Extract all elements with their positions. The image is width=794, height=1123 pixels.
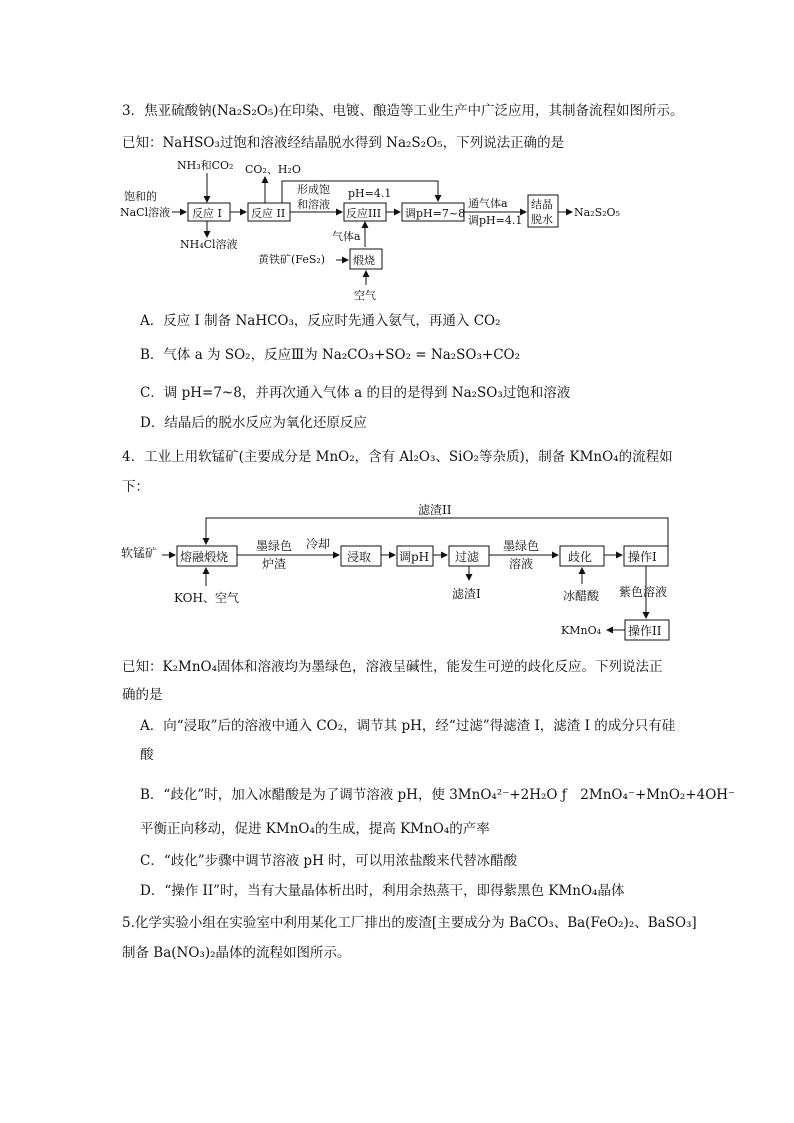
q4-box6-label: 操作I — [628, 550, 657, 564]
q4-known-line1: 已知：K₂MnO₄固体和溶液均为墨绿色，溶液呈碱性，能发生可逆的歧化反应。下列说法正 — [122, 659, 663, 675]
q4-acid: 冰醋酸 — [563, 589, 600, 603]
q4-option-c: C．“歧化”步骤中调节溶液 pH 时，可以用浓盐酸来代替冰醋酸 — [140, 853, 518, 869]
q4-option-b-line1: B．“歧化”时，加入冰醋酸是为了调节溶液 pH，使 3MnO₄²⁻+2H₂O ƒ 2MnO₄⁻+MnO₂+4OH⁻ — [140, 787, 736, 803]
q4-option-a-line1: A．向“浸取”后的溶液中通入 CO₂，调节其 pH，经“过滤”得滤渣 I，滤渣 I 的成分只有硅 — [140, 718, 676, 734]
q4-cool: 冷却 — [306, 537, 331, 551]
q3-reactant1: NH₃和CO₂ — [177, 159, 234, 172]
q3-gas-a: 气体a — [332, 230, 361, 243]
q3-ore: 黄铁矿(FeS₂) — [258, 253, 326, 266]
q3-box5-line1: 结晶 — [531, 198, 553, 211]
q4-mid1-line1: 墨绿色 — [256, 539, 293, 553]
q4-box2-label: 浸取 — [347, 550, 372, 564]
q4-known-line2: 确的是 — [122, 687, 163, 703]
q4-loop-label: 滤渣II — [418, 503, 452, 517]
q3-option-a: A．反应 I 制备 NaHCO₃，反应时先通入氨气，再通入 CO₂ — [140, 313, 501, 329]
q3-stem: 3．焦亚硫酸钠(Na₂S₂O₅)在印染、电镀、酿造等工业生产中广泛应用，其制备流程如图所示。 — [122, 103, 684, 119]
q4-option-d: D．“操作 II”时，当有大量晶体析出时，利用余热蒸干，即得紫黑色 KMnO₄晶体 — [140, 883, 625, 899]
q3-ph-top: pH=4.1 — [348, 187, 392, 200]
q4-stem-line1: 4．工业上用软锰矿(主要成分是 MnO₂，含有 Al₂O₃、SiO₂等杂质)，制备 KMnO₄的流程如 — [122, 449, 673, 465]
q3-box5-line2: 脱水 — [531, 213, 553, 226]
q4-option-b-line2: 平衡正向移动，促进 KMnO₄的生成，提高 KMnO₄的产率 — [140, 821, 490, 837]
q3-feed-line1: 饱和的 — [124, 190, 157, 203]
q3-box3-label: 反应III — [346, 207, 382, 220]
q4-mid2-line2: 溶液 — [509, 557, 534, 571]
q4-product: KMnO₄ — [561, 624, 601, 637]
q3-air: 空气 — [354, 289, 376, 302]
q3-gas-out: CO₂、H₂O — [245, 163, 301, 176]
q4-below1: KOH、空气 — [174, 591, 239, 605]
q3-option-d: D．结晶后的脱水反应为氧化还原反应 — [140, 415, 367, 431]
q3-option-c: C．调 pH=7~8，并再次通入气体 a 的目的是得到 Na₂SO₃过饱和溶液 — [140, 385, 571, 401]
q3-product: Na₂S₂O₅ — [574, 206, 620, 219]
q3-side-label-line2: 和溶液 — [297, 198, 330, 211]
q3-pass-line2: 调pH=4.1 — [468, 214, 523, 227]
q3-box6-label: 煅烧 — [353, 254, 375, 267]
q3-feed-line2: NaCl溶液 — [120, 206, 171, 219]
q3-box2-label: 反应 II — [251, 207, 286, 220]
q4-purple: 紫色溶液 — [619, 585, 668, 599]
q4-box1-label: 熔融煅烧 — [180, 550, 229, 564]
q5-line1: 5.化学实验小组在实验室中利用某化工厂排出的废渣[主要成分为 BaCO₃、Ba(FeO₂)₂、BaSO₃] — [122, 915, 697, 931]
q3-known: 已知：NaHSO₃过饱和溶液经结晶脱水得到 Na₂S₂O₅，下列说法正确的是 — [122, 135, 565, 151]
q4-box4-label: 过滤 — [455, 550, 480, 564]
q4-stem-line2: 下： — [122, 479, 149, 495]
q3-side-label-line1: 形成饱 — [297, 183, 330, 196]
q4-box7-label: 操作II — [628, 624, 662, 638]
q3-flow-diagram — [0, 155, 794, 305]
q3-box1-label: 反应 I — [192, 207, 222, 220]
q3-byproduct1: NH₄Cl溶液 — [180, 238, 238, 251]
q4-residue1: 滤渣I — [452, 587, 481, 601]
q4-mid2-line1: 墨绿色 — [503, 539, 540, 553]
q3-option-b: B．气体 a 为 SO₂，反应Ⅲ为 Na₂CO₃+SO₂ = Na₂SO₃+CO₂ — [140, 347, 521, 363]
q3-box4-label: 调pH=7~8 — [405, 207, 466, 220]
q5-line2: 制备 Ba(NO₃)₂晶体的流程如图所示。 — [122, 945, 351, 961]
q4-mid1-line2: 炉渣 — [262, 557, 287, 571]
q4-feed: 软锰矿 — [121, 546, 158, 560]
q4-option-a-line2: 酸 — [140, 747, 154, 763]
q3-pass-line1: 通气体a — [468, 197, 508, 210]
q4-box3-label: 调pH — [399, 550, 430, 564]
q4-flow-diagram — [0, 500, 794, 650]
q4-box5-label: 歧化 — [568, 550, 593, 564]
